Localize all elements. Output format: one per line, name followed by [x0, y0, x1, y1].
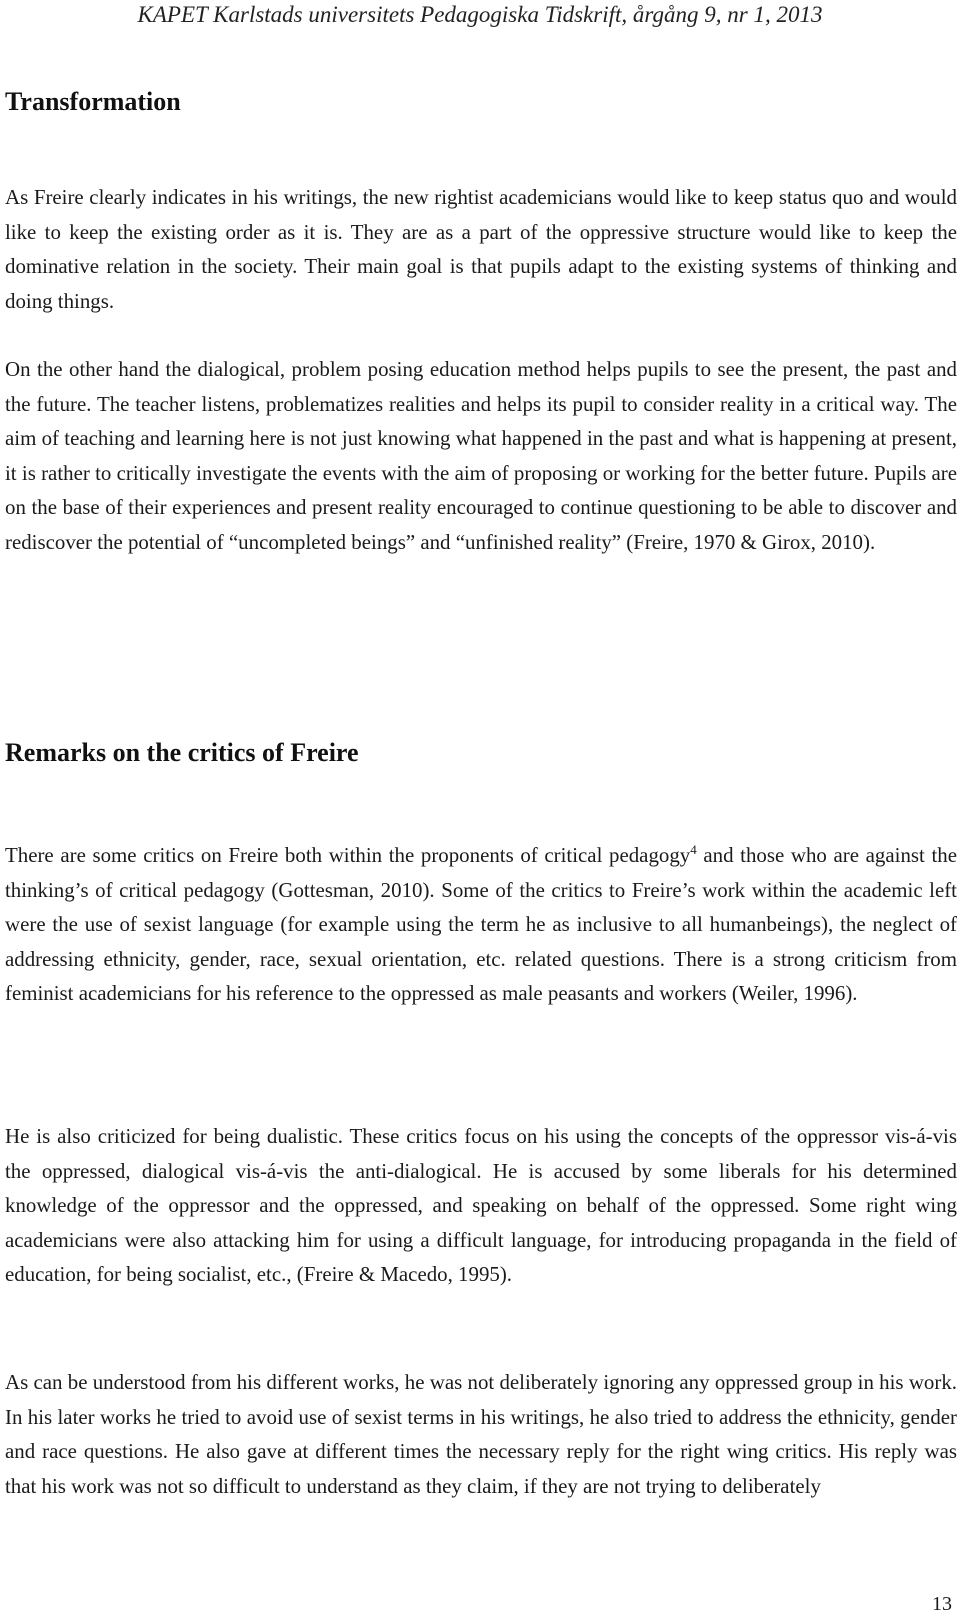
running-header: KAPET Karlstads universitets Pedagogiska Tidskrift, årgång 9, nr 1, 2013: [137, 2, 823, 27]
section-heading-transformation: Transformation: [5, 87, 181, 116]
paragraph-critics-1-text-b: and those who are against the thinking’s of critical pedagogy (Gottesman, 2010). Some of the critics to Freire’s work within the academic left were the use of sexist language (for example using the term he as inclusive to all humanbeings), the neglect of addressing ethnicity, gender, race, sexual orientation, etc. related questions. There is a strong criticism from feminist academicians for his reference to the oppressed as male peasants and workers (Weiler, 1996).: [5, 843, 957, 1006]
paragraph-transformation-2: On the other hand the dialogical, problem posing education method helps pupils to see the present, the past and the future. The teacher listens, problematizes realities and helps its pupil to consider reality in a critical way. The aim of teaching and learning here is not just knowing what happened in the past and what is happening at present, it is rather to critically investigate the events with the aim of proposing or working for the better future. Pupils are on the base of their experiences and present reality encouraged to continue questioning to be able to discover and rediscover the potential of “uncompleted beings” and “unfinished reality” (Freire, 1970 & Girox, 2010).: [5, 357, 957, 554]
section-heading-critics: Remarks on the critics of Freire: [5, 738, 359, 767]
page-number: 13: [932, 1593, 952, 1615]
paragraph-critics-1-text-a: There are some critics on Freire both within the proponents of critical pedagogy: [5, 843, 691, 867]
paragraph-transformation-1: As Freire clearly indicates in his writings, the new rightist academicians would like to keep status quo and would like to keep the existing order as it is. They are as a part of the oppressive structure would like to keep the dominative relation in the society. Their main goal is that pupils adapt to the existing systems of thinking and doing things.: [5, 185, 957, 313]
footnote-ref: 4: [690, 842, 697, 858]
paragraph-critics-3: As can be understood from his different works, he was not deliberately ignoring any oppressed group in his work. In his later works he tried to avoid use of sexist terms in his writings, he also tried to address the ethnicity, gender and race questions. He also gave at different times the necessary reply for the right wing critics. His reply was that his work was not so difficult to understand as they claim, if they are not trying to deliberately: [5, 1370, 957, 1498]
paragraph-critics-1: [5, 838, 957, 1011]
paragraph-critics-2: He is also criticized for being dualistic. These critics focus on his using the concepts of the oppressor vis-á-vis the oppressed, dialogical vis-á-vis the anti-dialogical. He is accused by some liberals for his determined knowledge of the oppressor and the oppressed, and speaking on behalf of the oppressed. Some right wing academicians were also attacking him for using a difficult language, for introducing propaganda in the field of education, for being socialist, etc., (Freire & Macedo, 1995).: [5, 1124, 957, 1287]
